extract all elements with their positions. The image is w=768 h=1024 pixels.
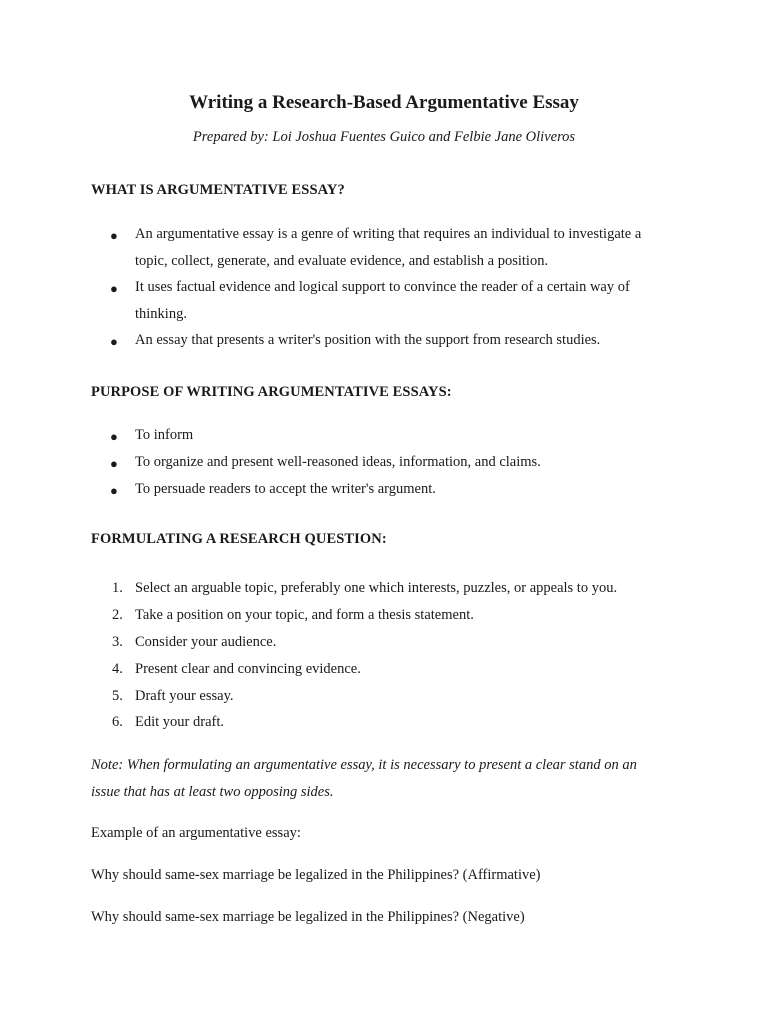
example-question-negative: Why should same-sex marriage be legalized in the Philippines? (Negative) — [91, 909, 525, 925]
bullet-text-continued: topic, collect, generate, and evaluate evidence, and establish a position. — [135, 253, 549, 269]
bullet-icon: ● — [110, 334, 118, 349]
note-text: Note: When formulating an argumentative essay, it is necessary to present a clear stand on an — [91, 757, 637, 773]
note-text-continued: issue that has at least two opposing sides. — [91, 784, 334, 800]
list-item: Edit your draft. — [135, 714, 224, 730]
list-item: Take a position on your topic, and form a thesis statement. — [135, 607, 474, 623]
bullet-icon: ● — [110, 281, 118, 296]
bullet-text: An essay that presents a writer's position with the support from research studies. — [135, 332, 601, 348]
bullet-icon: ● — [110, 456, 118, 471]
bullet-text: It uses factual evidence and logical support to convince the reader of a certain way of — [135, 279, 630, 295]
bullet-text: An argumentative essay is a genre of writing that requires an individual to investigate a — [135, 226, 642, 242]
list-number: 2. — [112, 607, 123, 623]
bullet-icon: ● — [110, 228, 118, 243]
section-heading-research-question: FORMULATING A RESEARCH QUESTION: — [91, 531, 387, 547]
list-number: 3. — [112, 634, 123, 650]
bullet-icon: ● — [110, 429, 118, 444]
list-item: Present clear and convincing evidence. — [135, 661, 361, 677]
list-item: Draft your essay. — [135, 688, 234, 704]
list-number: 4. — [112, 661, 123, 677]
list-number: 6. — [112, 714, 123, 730]
bullet-icon: ● — [110, 483, 118, 498]
list-item: Consider your audience. — [135, 634, 277, 650]
example-question-affirmative: Why should same-sex marriage be legalized in the Philippines? (Affirmative) — [91, 867, 541, 883]
example-label: Example of an argumentative essay: — [91, 825, 301, 841]
list-item: Select an arguable topic, preferably one which interests, puzzles, or appeals to you. — [135, 580, 618, 596]
list-number: 5. — [112, 688, 123, 704]
list-number: 1. — [112, 580, 123, 596]
document-title: Writing a Research-Based Argumentative Essay — [189, 92, 579, 113]
section-heading-what-is: WHAT IS ARGUMENTATIVE ESSAY? — [91, 182, 345, 198]
bullet-text-continued: thinking. — [135, 306, 187, 322]
bullet-text: To inform — [135, 427, 194, 443]
bullet-text: To organize and present well-reasoned ideas, information, and claims. — [135, 454, 541, 470]
bullet-text: To persuade readers to accept the writer's argument. — [135, 481, 436, 497]
section-heading-purpose: PURPOSE OF WRITING ARGUMENTATIVE ESSAYS: — [91, 384, 452, 400]
document-subtitle: Prepared by: Loi Joshua Fuentes Guico and Felbie Jane Oliveros — [192, 129, 576, 145]
